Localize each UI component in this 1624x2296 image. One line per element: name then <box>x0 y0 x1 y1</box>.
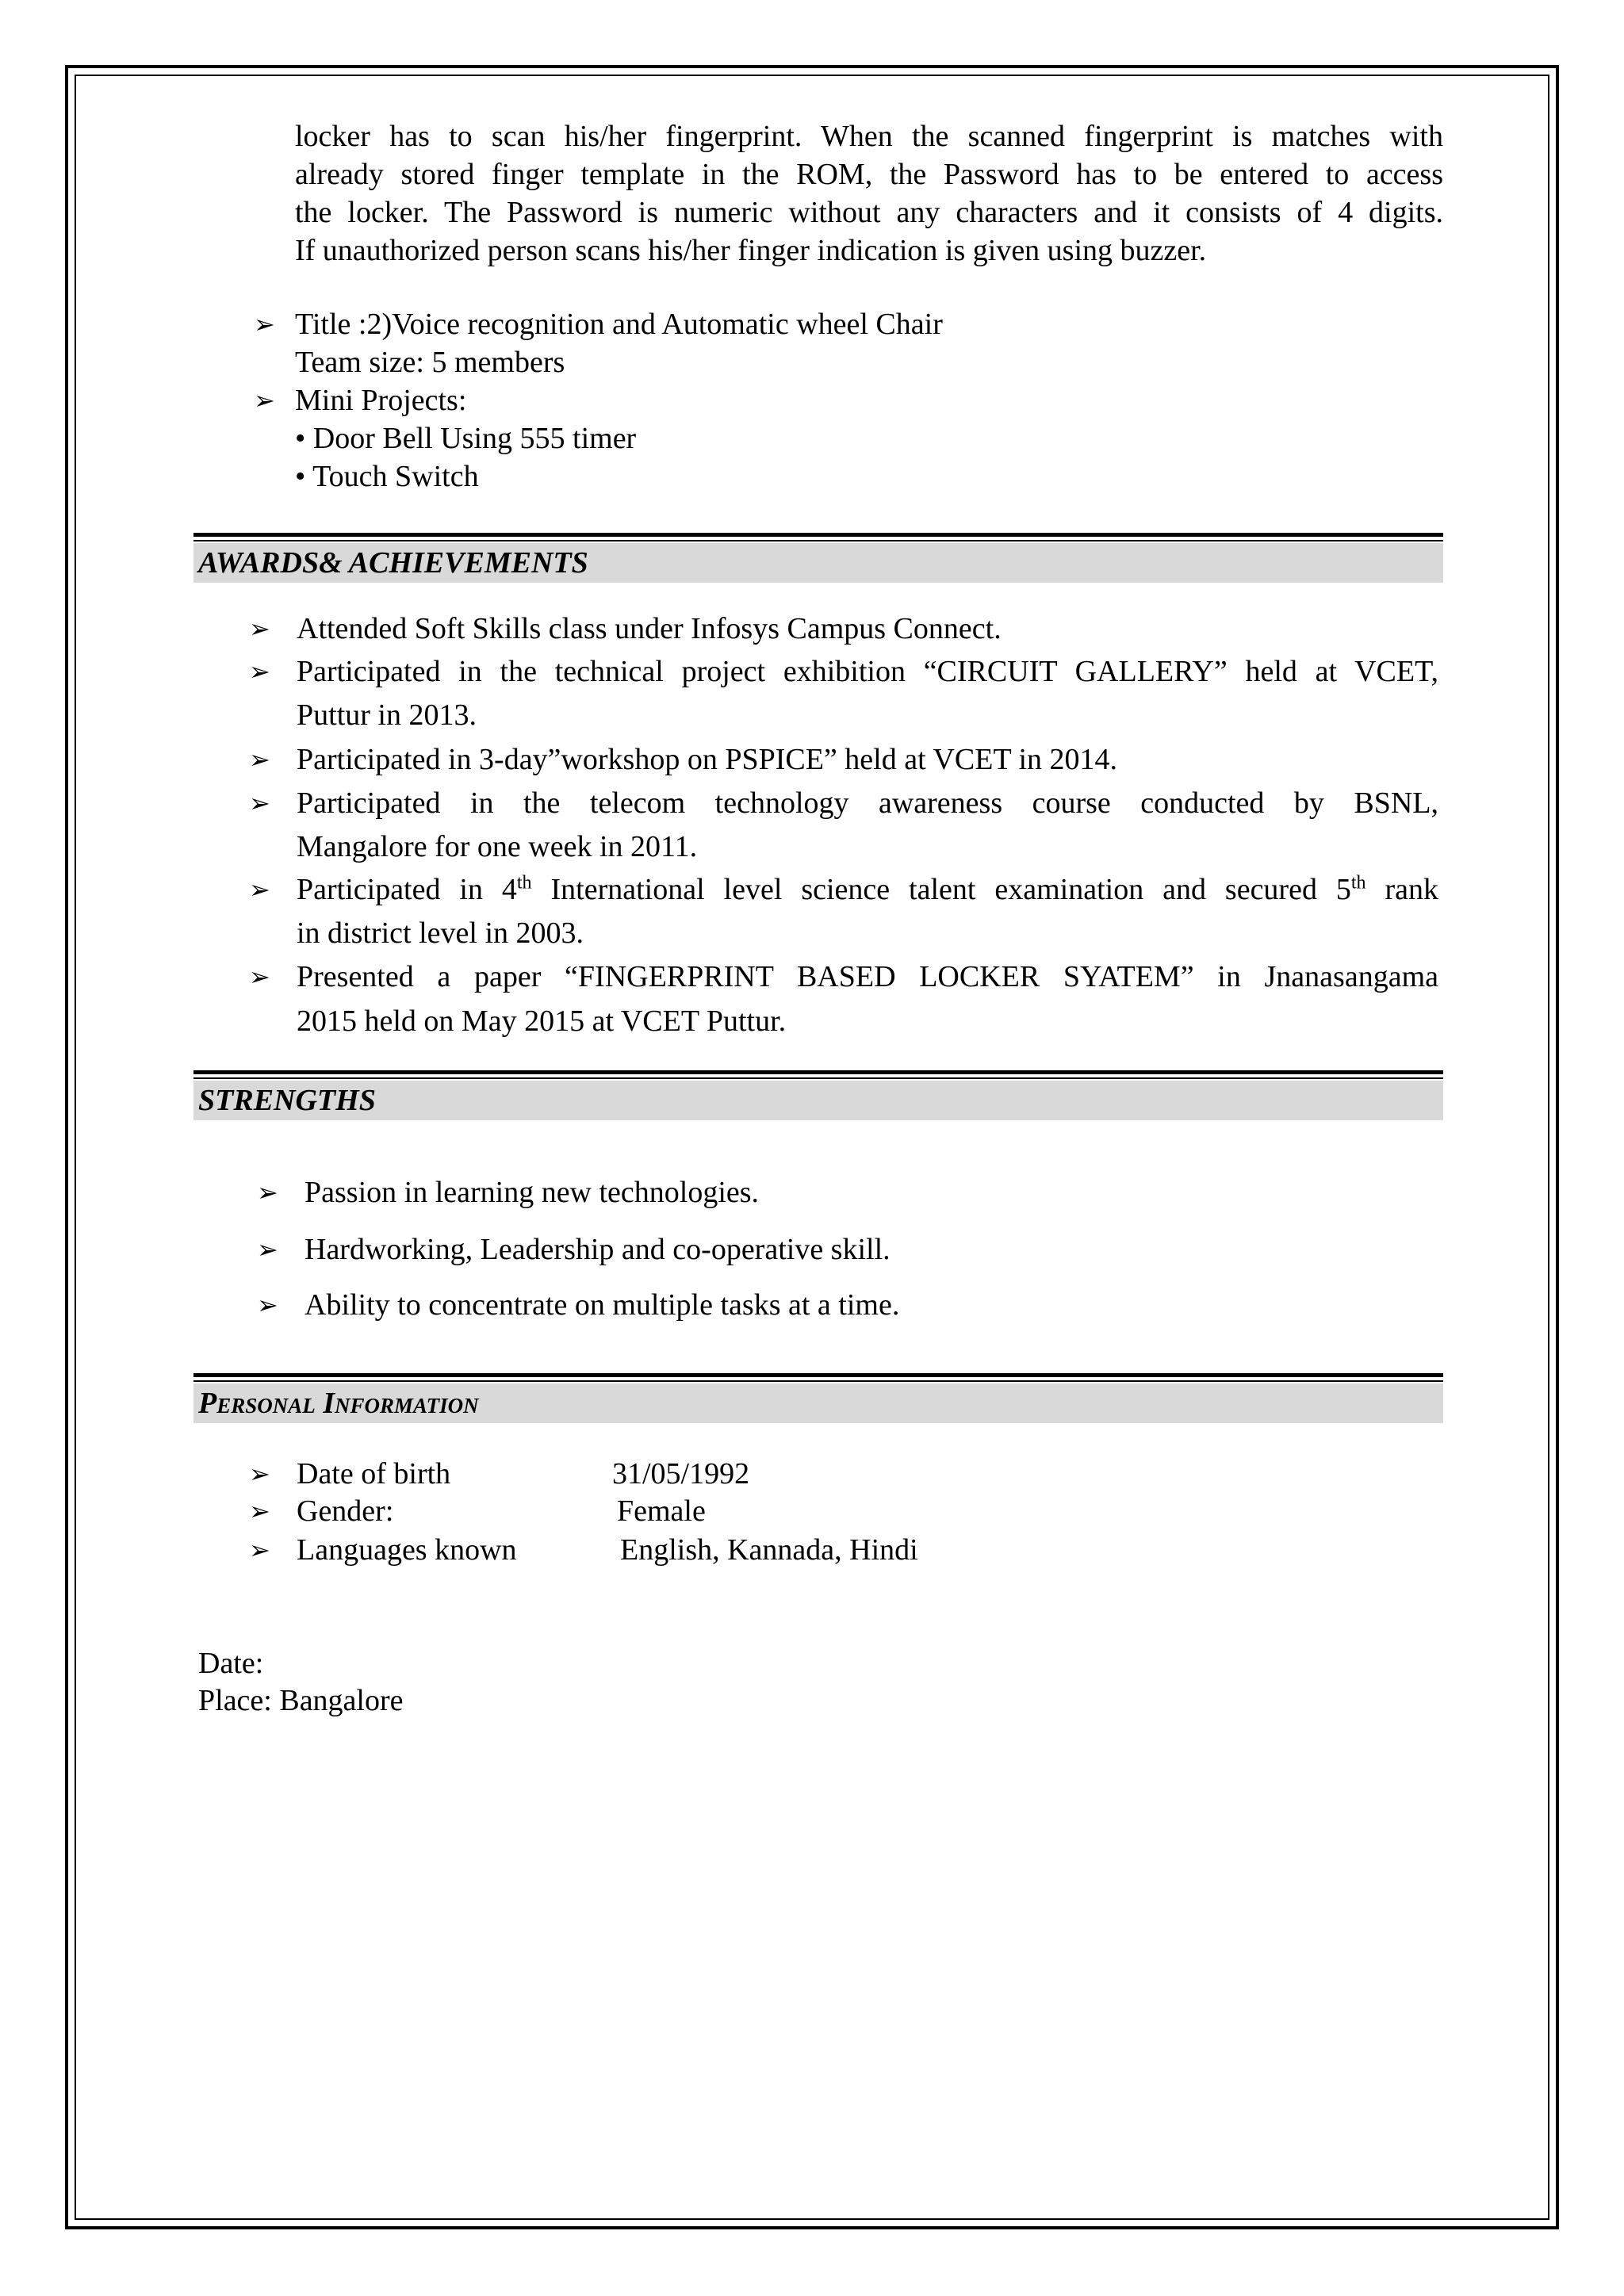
mini-project-item: • Door Bell Using 555 timer <box>295 422 637 455</box>
award-item: Participated in the technical project exhibition “CIRCUIT GALLERY” held at VCET, <box>297 655 1438 688</box>
award-item: Participated in 3-day”workshop on PSPICE” held at VCET in 2014. <box>297 743 1118 776</box>
award-item: Participated in the telecom technology awareness course conducted by BSNL, <box>297 786 1438 820</box>
strength-item: Ability to concentrate on multiple tasks at a time. <box>304 1288 900 1322</box>
paragraph-line: locker has to scan his/her fingerprint. When the scanned fingerprint is matches with <box>295 120 1443 153</box>
arrow-bullet-icon: ➢ <box>249 788 270 818</box>
section-title: STRENGTHS <box>198 1084 376 1117</box>
section-title: AWARDS& ACHIEVEMENTS <box>198 546 588 580</box>
strengths-section-header <box>193 1070 1443 1119</box>
mini-projects-label: Mini Projects: <box>295 384 467 417</box>
paragraph-line: already stored finger template in the ROM, the Password has to be entered to access <box>295 158 1443 191</box>
arrow-bullet-icon: ➢ <box>257 1177 278 1207</box>
arrow-bullet-icon: ➢ <box>257 1234 278 1265</box>
strength-item: Hardworking, Leadership and co-operative skill. <box>304 1233 891 1266</box>
arrow-bullet-icon: ➢ <box>254 385 275 415</box>
award-item: Participated in 4th International level science talent examination and secured 5th rank <box>297 872 1438 906</box>
arrow-bullet-icon: ➢ <box>254 309 275 339</box>
awards-section-header <box>193 533 1443 582</box>
personal-label: Languages known <box>297 1533 517 1567</box>
place-label: Place: Bangalore <box>198 1684 404 1717</box>
personal-info-section-header <box>193 1373 1443 1422</box>
project-title: Title :2)Voice recognition and Automatic wheel Chair <box>295 308 943 341</box>
paragraph-line: the locker. The Password is numeric without any characters and it consists of 4 digits. <box>295 196 1443 229</box>
arrow-bullet-icon: ➢ <box>249 962 270 992</box>
team-size: Team size: 5 members <box>295 346 565 379</box>
personal-value: 31/05/1992 <box>612 1457 750 1490</box>
award-item: Presented a paper “FINGERPRINT BASED LOCKER SYATEM” in Jnanasangama <box>297 960 1438 993</box>
arrow-bullet-icon: ➢ <box>249 614 270 644</box>
award-item-continuation: Puttur in 2013. <box>297 698 477 732</box>
mini-project-item: • Touch Switch <box>295 460 479 493</box>
strength-item: Passion in learning new technologies. <box>304 1176 760 1209</box>
arrow-bullet-icon: ➢ <box>249 1496 270 1526</box>
arrow-bullet-icon: ➢ <box>249 874 270 905</box>
personal-label: Gender: <box>297 1494 394 1528</box>
arrow-bullet-icon: ➢ <box>249 744 270 775</box>
project-description-paragraph <box>295 117 1443 270</box>
award-item-continuation: 2015 held on May 2015 at VCET Puttur. <box>297 1004 787 1038</box>
award-item-continuation: Mangalore for one week in 2011. <box>297 830 698 863</box>
paragraph-line: If unauthorized person scans his/her finger indication is given using buzzer. <box>295 234 1207 267</box>
arrow-bullet-icon: ➢ <box>249 1459 270 1489</box>
personal-label: Date of birth <box>297 1457 451 1490</box>
arrow-bullet-icon: ➢ <box>249 656 270 687</box>
arrow-bullet-icon: ➢ <box>249 1535 270 1565</box>
date-label: Date: <box>198 1647 264 1680</box>
personal-value: Female <box>617 1494 706 1528</box>
award-item: Attended Soft Skills class under Infosys Campus Connect. <box>297 612 1002 645</box>
personal-value: English, Kannada, Hindi <box>620 1533 918 1567</box>
award-item-continuation: in district level in 2003. <box>297 916 584 950</box>
arrow-bullet-icon: ➢ <box>257 1290 278 1320</box>
section-title: Personal Information <box>198 1387 479 1420</box>
